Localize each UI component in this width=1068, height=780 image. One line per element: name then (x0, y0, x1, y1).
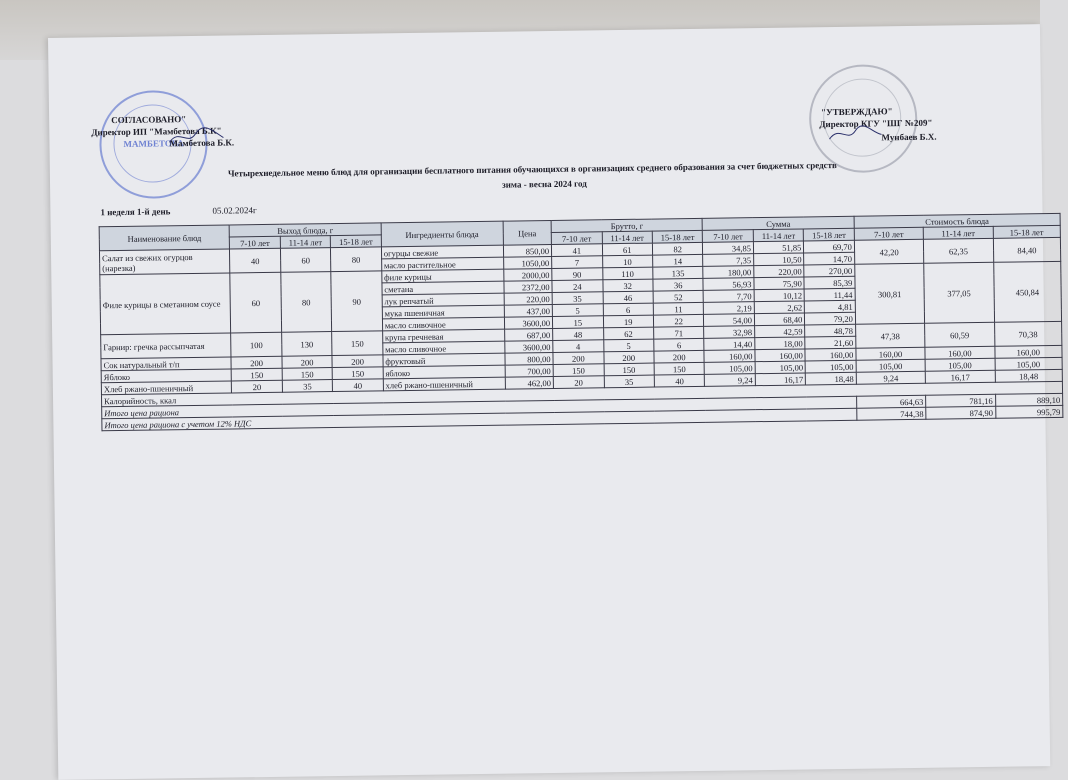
ingredient-sum: 16,17 (755, 373, 806, 386)
total-label: Итого цена рациона (102, 396, 857, 419)
header-age-15-18: 15-18 лет (804, 228, 855, 241)
dish-cost: 16,17 (925, 370, 995, 383)
ingredient-name: филе курицы (382, 269, 504, 283)
stamp-text: МАМБЕТОВА (123, 138, 184, 149)
ingredient-sum: 180,00 (703, 266, 754, 279)
approval-right-title: "УТВЕРЖДАЮ" (821, 106, 893, 118)
ingredient-gross: 82 (652, 242, 703, 255)
ingredient-sum: 160,00 (704, 350, 755, 363)
dish-name: Яблоко (101, 369, 232, 383)
document-subheading: зима - весна 2024 год (502, 178, 587, 190)
ingredient-sum: 56,93 (703, 278, 754, 291)
ingredient-gross: 150 (654, 362, 705, 375)
dish-name: Хлеб ржано-пшеничный (101, 381, 232, 395)
ingredient-sum: 11,44 (804, 288, 855, 301)
approval-left-name: Мамбетова Б.К. (169, 137, 235, 149)
dish-cost: 62,35 (924, 238, 994, 263)
approval-right-position: Директор КГУ "ШГ №209" (819, 117, 933, 130)
ingredient-price: 437,00 (504, 304, 553, 317)
ingredient-sum: 18,48 (806, 372, 857, 385)
week-day-label: 1 неделя 1-й день (100, 206, 171, 218)
ingredient-gross: 24 (552, 280, 603, 293)
dish-cost: 42,20 (854, 239, 924, 264)
dish-yield: 200 (332, 355, 383, 368)
ingredient-name: лук репчатый (382, 293, 504, 307)
ingredient-gross: 6 (654, 338, 705, 351)
dish-cost: 377,05 (924, 262, 994, 323)
header-gross: Брутто, г (551, 218, 703, 232)
ingredient-name: фруктовый (383, 353, 505, 367)
total-vat-value-7-10: 744,38 (857, 407, 927, 420)
dish-yield: 80 (331, 247, 382, 272)
total-vat-value-15-18: 995,79 (995, 405, 1063, 418)
dish-yield: 150 (282, 368, 333, 381)
ingredient-sum: 9,24 (705, 374, 756, 387)
header-age-7-10: 7-10 лет (703, 230, 754, 243)
ingredient-sum: 48,78 (805, 324, 856, 337)
ingredient-gross: 4 (553, 340, 604, 353)
ingredient-sum: 160,00 (755, 349, 806, 362)
total-value-11-14: 781,16 (926, 394, 996, 407)
approval-right-name: Мунбаев Б.Х. (881, 131, 937, 143)
ingredient-gross: 22 (653, 314, 704, 327)
ingredient-name: огурцы свежие (381, 245, 503, 259)
ingredient-gross: 5 (552, 304, 603, 317)
header-age-7-10: 7-10 лет (854, 227, 924, 240)
ingredient-gross: 71 (654, 326, 705, 339)
dish-yield: 150 (231, 368, 282, 381)
total-vat-value-11-14: 874,90 (926, 406, 996, 419)
header-age-15-18: 15-18 лет (993, 225, 1061, 238)
ingredient-price: 462,00 (505, 376, 554, 389)
ingredient-sum: 69,70 (804, 240, 855, 253)
ingredient-gross: 40 (654, 374, 705, 387)
ingredient-price: 3600,00 (504, 316, 553, 329)
ingredient-gross: 19 (603, 315, 654, 328)
ingredient-sum: 42,59 (754, 325, 805, 338)
dish-yield: 60 (280, 248, 331, 273)
ingredient-name: крупа гречневая (382, 329, 504, 343)
ingredient-gross: 150 (553, 364, 604, 377)
approval-left-position: Директор ИП "Мамбетова Б.К" (91, 125, 222, 138)
ingredient-gross: 48 (553, 328, 604, 341)
dish-cost: 60,59 (925, 322, 995, 347)
dish-cost: 9,24 (856, 371, 926, 384)
ingredient-name: сметана (382, 281, 504, 295)
ingredient-gross: 46 (603, 291, 654, 304)
ingredient-sum: 75,90 (754, 277, 805, 290)
ingredient-sum: 85,39 (804, 276, 855, 289)
signature-left (167, 124, 227, 149)
ingredient-sum: 51,85 (753, 241, 804, 254)
ingredient-gross: 200 (654, 350, 705, 363)
header-sum: Сумма (703, 216, 855, 230)
header-age-15-18: 15-18 лет (331, 235, 382, 248)
dish-yield: 150 (332, 331, 383, 356)
ingredient-sum: 105,00 (705, 362, 756, 375)
ingredient-sum: 2,62 (754, 301, 805, 314)
ingredient-price: 687,00 (504, 328, 553, 341)
approval-left-title: СОГЛАСОВАНО" (111, 114, 187, 126)
header-age-11-14: 11-14 лет (923, 226, 993, 239)
ingredient-sum: 10,50 (753, 253, 804, 266)
ingredient-price: 220,00 (504, 292, 553, 305)
menu-date: 05.02.2024г (212, 205, 257, 216)
header-yield: Выход блюда, г (229, 223, 381, 237)
ingredient-sum: 160,00 (805, 348, 856, 361)
dish-name: Гарнир: гречка рассыпчатая (101, 333, 232, 359)
document-heading: Четырехнедельное меню блюд для организации бесплатного питания обучающихся в организациях среднего образования за счет бюджетных средств (227, 159, 837, 179)
ingredient-sum: 220,00 (754, 265, 805, 278)
dish-yield: 100 (231, 332, 282, 357)
header-age-15-18: 15-18 лет (652, 230, 703, 243)
ingredient-gross: 52 (653, 290, 704, 303)
ingredient-sum: 7,70 (704, 290, 755, 303)
ingredient-sum: 32,98 (704, 326, 755, 339)
dish-yield: 80 (281, 272, 332, 333)
ingredient-name: хлеб ржано-пшеничный (383, 377, 505, 391)
ingredient-sum: 79,20 (805, 312, 856, 325)
header-cost: Стоимость блюда (854, 213, 1060, 228)
ingredient-sum: 18,00 (755, 337, 806, 350)
ingredient-sum: 7,35 (703, 254, 754, 267)
dish-cost: 105,00 (995, 357, 1063, 370)
dish-yield: 200 (231, 356, 282, 369)
dish-cost: 105,00 (856, 359, 926, 372)
ingredient-gross: 11 (653, 302, 704, 315)
menu-table-body (99, 237, 1062, 394)
total-value-7-10: 664,63 (856, 395, 926, 408)
ingredient-sum: 10,12 (754, 289, 805, 302)
ingredient-sum: 68,40 (754, 313, 805, 326)
header-age-11-14: 11-14 лет (753, 229, 804, 242)
ingredient-gross: 36 (653, 278, 704, 291)
ingredient-gross: 150 (604, 363, 655, 376)
ingredient-gross: 135 (653, 266, 704, 279)
ingredient-name: масло растительное (381, 257, 503, 271)
dish-cost: 105,00 (925, 358, 995, 371)
ingredient-name: яблоко (383, 365, 505, 379)
ingredient-gross: 35 (604, 375, 655, 388)
dish-cost: 160,00 (994, 345, 1062, 358)
ingredient-sum: 270,00 (804, 264, 855, 277)
ingredient-sum: 21,60 (805, 336, 856, 349)
ingredient-name: масло сливочное (383, 341, 505, 355)
ingredient-gross: 32 (602, 279, 653, 292)
dish-yield: 90 (331, 271, 382, 332)
dish-cost: 84,40 (993, 237, 1061, 262)
ingredient-gross: 62 (603, 327, 654, 340)
header-age-11-14: 11-14 лет (602, 231, 653, 244)
dish-cost: 47,38 (855, 323, 925, 348)
ingredient-sum: 54,00 (704, 314, 755, 327)
ingredient-gross: 110 (602, 267, 653, 280)
dish-yield: 60 (230, 272, 281, 333)
ingredient-price: 1050,00 (503, 256, 552, 269)
ingredient-gross: 7 (552, 256, 603, 269)
ingredient-price: 2372,00 (504, 280, 553, 293)
dish-yield: 40 (230, 248, 281, 273)
ingredient-gross: 6 (603, 303, 654, 316)
header-age-7-10: 7-10 лет (551, 232, 602, 245)
ingredient-name: масло сливочное (382, 317, 504, 331)
document-sheet (48, 24, 1061, 780)
total-vat-label: Итого цена рациона с учетом 12% НДС (102, 408, 857, 431)
ingredient-gross: 5 (603, 339, 654, 352)
dish-cost: 300,81 (855, 263, 925, 324)
dish-name: Сок натуральный т/п (101, 357, 232, 371)
dish-cost: 160,00 (925, 346, 995, 359)
ingredient-sum: 2,19 (704, 302, 755, 315)
ingredient-sum: 105,00 (805, 360, 856, 373)
dish-cost: 450,84 (993, 261, 1061, 322)
menu-table (99, 213, 1064, 431)
header-ingredients: Ингредиенты блюда (381, 221, 503, 247)
header-age-11-14: 11-14 лет (280, 236, 331, 249)
ingredient-gross: 14 (653, 254, 704, 267)
signature-right (825, 122, 885, 147)
ingredient-gross: 20 (553, 376, 604, 389)
dish-name: Филе курицы в сметанном соусе (100, 273, 231, 335)
dish-yield: 200 (282, 356, 333, 369)
dish-cost: 18,48 (995, 369, 1063, 382)
ingredient-gross: 35 (552, 292, 603, 305)
ingredient-gross: 200 (553, 352, 604, 365)
ingredient-price: 3600,00 (504, 340, 553, 353)
header-age-7-10: 7-10 лет (230, 236, 281, 249)
ingredient-gross: 200 (603, 351, 654, 364)
ingredient-price: 2000,00 (503, 268, 552, 281)
total-value-15-18: 889,10 (995, 393, 1063, 406)
ingredient-name: мука пшеничная (382, 305, 504, 319)
dish-cost: 160,00 (856, 347, 926, 360)
header-price: Цена (503, 220, 552, 245)
ingredient-price: 700,00 (505, 364, 554, 377)
dish-name: Салат из свежих огурцов (нарезка) (99, 249, 230, 275)
ingredient-sum: 34,85 (703, 242, 754, 255)
ingredient-gross: 41 (551, 244, 602, 257)
calories-label: Калорийность, ккал (101, 381, 1062, 406)
ingredient-sum: 4,81 (805, 300, 856, 313)
ingredient-sum: 105,00 (755, 361, 806, 374)
ingredient-price: 850,00 (503, 244, 552, 257)
header-dish: Наименование блюд (99, 225, 230, 251)
ingredient-gross: 15 (552, 316, 603, 329)
ingredient-gross: 61 (602, 243, 653, 256)
dish-yield: 35 (282, 380, 333, 393)
ingredient-sum: 14,40 (704, 338, 755, 351)
ingredient-sum: 14,70 (804, 252, 855, 265)
dish-yield: 130 (281, 332, 332, 357)
dish-cost: 70,38 (994, 321, 1062, 346)
ingredient-price: 800,00 (505, 352, 554, 365)
dish-yield: 20 (232, 380, 283, 393)
ingredient-gross: 90 (552, 268, 603, 281)
ingredient-gross: 10 (602, 255, 653, 268)
dish-yield: 150 (332, 367, 383, 380)
dish-yield: 40 (333, 379, 384, 392)
